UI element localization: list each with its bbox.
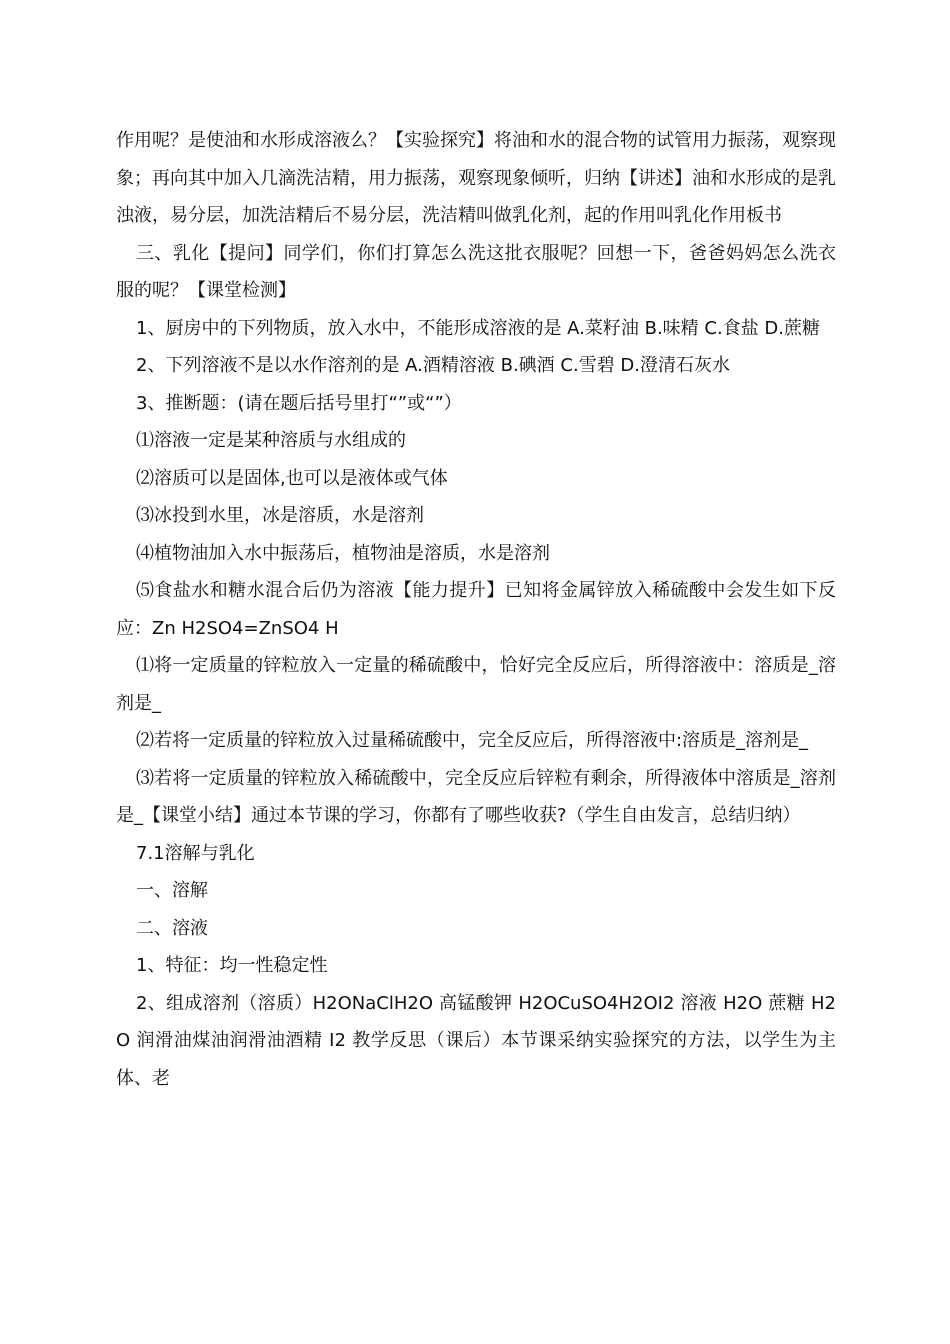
sub-question-item: ⑴将一定质量的锌粒放入一定量的稀硫酸中，恰好完全反应后，所得溶液中：溶质是_溶剂是_ [116,655,836,714]
list-item: 2、组成溶剂（溶质）H2ONaClH2O 高锰酸钾 H2OCuSO4H2OI2 溶液 H2O 蔗糖 H2O 润滑油煤油润滑油酒精 I2 教学反思（课后）本节课采纳实验探究的方法，以学生为主体、老 [116,992,836,1089]
sub-question-item: ⑶若将一定质量的锌粒放入稀硫酸中，完全反应后锌粒有剩余，所得液体中溶质是_溶剂是_【课堂小结】通过本节课的学习，你都有了哪些收获?（学生自由发言，总结归纳） [116,767,836,826]
sub-question-item: ⑷植物油加入水中振荡后，植物油是溶质，水是溶剂 [136,542,550,564]
question-item: 1、厨房中的下列物质，放入水中，不能形成溶液的是 A.菜籽油 B.味精 C.食盐 D.蔗糖 [136,317,820,339]
list-item: 1、特征：均一性稳定性 [136,955,328,976]
sub-question-item: ⑴溶液一定是某种溶质与水组成的 [136,430,406,451]
section-heading: 二、溶液 [136,917,208,939]
sub-question-item: ⑵若将一定质量的锌粒放入过量稀硫酸中，完全反应后，所得溶液中:溶质是_溶剂是_ [136,730,809,751]
section-heading: 一、溶解 [136,880,208,901]
sub-question-item: ⑸食盐水和糖水混合后仍为溶液【能力提升】已知将金属锌放入稀硫酸中会发生如下反应：Zn H2SO4=ZnSO4 H [116,580,836,639]
sub-question-item: ⑵溶质可以是固体,也可以是液体或气体 [136,467,448,489]
paragraph: 三、乳化【提问】同学们，你们打算怎么洗这批衣服呢？回想一下，爸爸妈妈怎么洗衣服的呢？【课堂检测】 [116,242,836,301]
question-item: 3、推断题：(请在题后括号里打“”或“”） [136,392,462,414]
sub-question-item: ⑶冰投到水里，冰是溶质，水是溶剂 [136,505,424,526]
section-heading: 7.1溶解与乳化 [136,842,255,864]
paragraph: 作用呢？是使油和水形成溶液么？【实验探究】将油和水的混合物的试管用力振荡，观察现象；再向其中加入几滴洗洁精，用力振荡，观察现象倾听，归纳【讲述】油和水形成的是乳浊液，易分层，加洗洁精后不易分层，洗洁精叫做乳化剂，起的作用叫乳化作用板书 [116,130,836,226]
document-body [116,122,836,1097]
question-item: 2、下列溶液不是以水作溶剂的是 A.酒精溶液 B.碘酒 C.雪碧 D.澄清石灰水 [136,355,730,376]
